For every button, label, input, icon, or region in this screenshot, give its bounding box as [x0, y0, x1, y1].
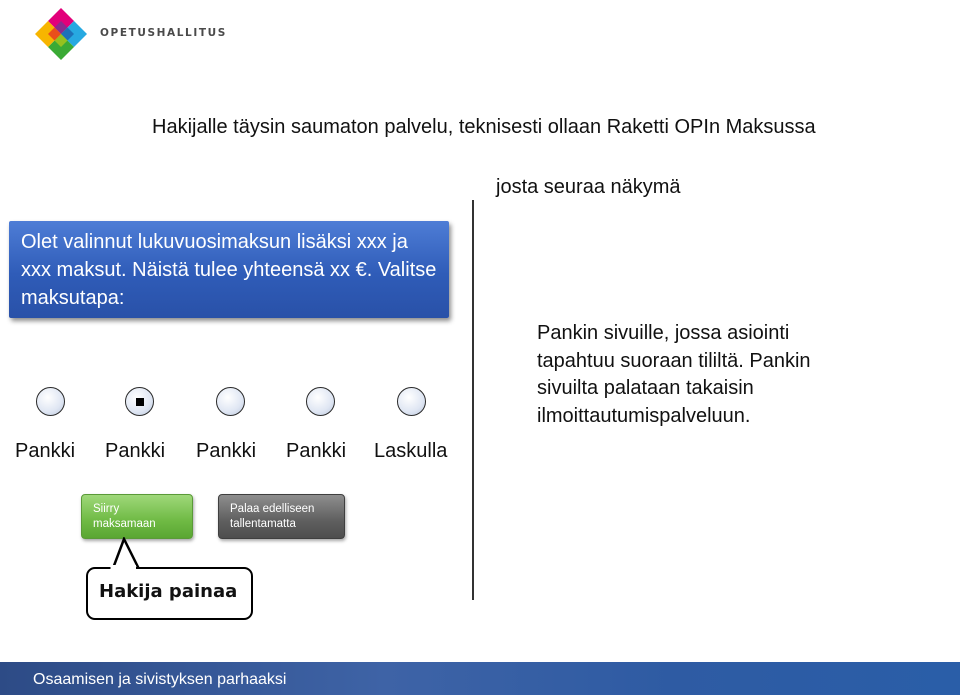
payment-option-label-4: Pankki: [286, 440, 347, 462]
payment-option-radio-1[interactable]: [36, 387, 65, 416]
payment-message-box: [9, 221, 449, 318]
callout-pointer-mask: [96, 565, 136, 571]
payment-option-label-2: Pankki: [105, 440, 166, 462]
payment-option-label-1: Pankki: [15, 440, 76, 462]
callout-text: Hakija painaa: [99, 581, 238, 602]
slide-subtitle: josta seuraa näkymä: [496, 176, 681, 198]
selected-radio-indicator: [136, 398, 144, 406]
payment-option-radio-3[interactable]: [216, 387, 245, 416]
opetushallitus-logo-icon: [33, 6, 89, 62]
footer-bar: [0, 662, 960, 695]
slide-title: Hakijalle täysin saumaton palvelu, teknisesti ollaan Raketti OPIn Maksussa: [152, 116, 816, 138]
callout-box: [86, 567, 253, 620]
payment-message-text: Olet valinnut lukuvuosimaksun lisäksi xxx ja xxx maksut. Näistä tulee yhteensä xx €. Valitse maksutapa:: [21, 231, 437, 309]
payment-option-radio-2[interactable]: [125, 387, 154, 416]
payment-option-label-5: Laskulla: [374, 440, 448, 462]
payment-option-radio-5[interactable]: [397, 387, 426, 416]
pay-button[interactable]: Siirry maksamaan: [81, 494, 193, 539]
back-without-saving-button[interactable]: Palaa edelliseen tallentamatta: [218, 494, 345, 539]
payment-option-radio-4[interactable]: [306, 387, 335, 416]
logo-text: OPETUSHALLITUS: [100, 27, 227, 39]
footer-text: Osaamisen ja sivistyksen parhaaksi: [33, 671, 287, 688]
vertical-divider: [472, 200, 474, 600]
payment-option-label-3: Pankki: [196, 440, 257, 462]
bank-info-text: Pankin sivuille, jossa asiointi tapahtuu suoraan tililtä. Pankin sivuilta palataan takaisin ilmoittautumispalveluun.: [537, 322, 811, 427]
